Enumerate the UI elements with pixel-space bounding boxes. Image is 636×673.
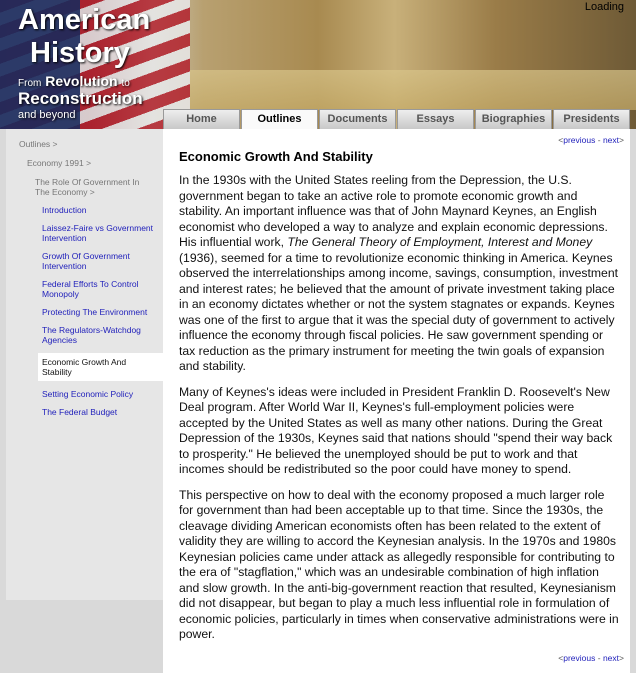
crumb-role-of-government[interactable]: The Role Of Government In The Economy >	[35, 177, 140, 197]
previous-link[interactable]: previous	[563, 135, 596, 145]
landscape-painting	[190, 70, 636, 110]
page-title: Economic Growth And Stability	[179, 149, 373, 164]
tab-essays[interactable]: Essays	[397, 109, 474, 129]
sidebar-item-economic-growth[interactable]: Economic Growth And Stability	[38, 353, 163, 381]
logo-to: to	[121, 78, 130, 89]
book-title: The General Theory of Employment, Interest and Money	[287, 235, 593, 249]
sidebar-item-monopoly[interactable]: Federal Efforts To Control Monopoly	[42, 279, 139, 299]
paragraph: Many of Keynes's ideas were included in President Franklin D. Roosevelt's New Deal program. After World War II, Keynes's full-employment policies were accepted by the United States as well as many other nations. During the Great Depression of the 1930s, Keynes said that nations should "spend their way back to prosperity." He believed the unemployed should be put to work and that incomes should be redistributed so the poor could have money to spend.	[179, 384, 613, 476]
crumb-outlines[interactable]: Outlines >	[19, 139, 58, 149]
article-body	[179, 173, 619, 643]
next-link[interactable]: next	[602, 652, 620, 663]
logo-american[interactable]: American	[18, 4, 151, 36]
logo-history[interactable]: History	[30, 37, 130, 69]
sidebar-item-growth[interactable]: Growth Of Government Intervention	[42, 251, 130, 271]
logo-from: From	[18, 78, 42, 89]
tab-documents[interactable]: Documents	[319, 109, 396, 129]
tab-outlines[interactable]: Outlines	[241, 109, 318, 129]
logo-beyond: and beyond	[18, 109, 76, 121]
main-nav	[163, 109, 631, 129]
pager-bottom	[179, 653, 624, 663]
crumb-economy[interactable]: Economy 1991 >	[27, 158, 92, 168]
paragraph	[179, 173, 619, 375]
text: (1936), seemed for a time to revolutionize economic thinking in America. Keynes observed the interrelationships among income, savings, consumption, investment and interest rates; he believed that the amount of private investment taking place in an economy dictates whether or not the system stagnates or expands. Keynes was one of the first to argue that it was the special duty of government to actively influence the economy through fiscal policies. He saw government spending or tax reduction as the primary instrument for meeting the twin goals of expansion and stability.	[179, 250, 618, 373]
previous-link[interactable]: previous	[563, 652, 596, 663]
next-link[interactable]: next	[602, 135, 620, 145]
page-border	[630, 129, 636, 600]
tab-biographies[interactable]: Biographies	[475, 109, 552, 129]
text: In the 1930s with the United States reeling from the Depression, the U.S. government began to take an active role to promote economic growth and stability. An important influence was that of John Maynard Keynes, an English economist who developed a way to analyze and explain economic depressions. His influential work,	[179, 173, 608, 249]
tab-presidents[interactable]: Presidents	[553, 109, 630, 129]
sidebar-item-introduction[interactable]: Introduction	[42, 205, 87, 215]
main-content	[163, 129, 630, 673]
sidebar-item-economic-policy[interactable]: Setting Economic Policy	[42, 389, 134, 399]
gt: >	[619, 652, 624, 663]
sidebar	[6, 129, 163, 600]
sep: -	[595, 135, 603, 145]
gt: >	[619, 135, 624, 145]
logo-reconstruction: Reconstruction	[18, 89, 143, 108]
paragraph: This perspective on how to deal with the economy proposed a much larger role for government than had been acceptable up to that time. Since the 1930s, the cleavage dividing American economists often has been related to the extent of validity they are willing to accord the Keynesian analysis. In the 1970s and 1980s Keynesian policies came under attack as allegedly responsible for contributing to the era of "stagflation," which was an undesirable combination of high inflation and slow growth. In the anti-big-government reaction that resulted, Keynesianism did not disappear, but began to play a much less influential role in formulation of economic policies, particularly in times when conservative administrations were in power.	[179, 487, 619, 641]
loading-status: Loading	[584, 1, 624, 13]
sidebar-item-environment[interactable]: Protecting The Environment	[42, 307, 148, 317]
sidebar-item-regulators[interactable]: The Regulators-Watchdog Agencies	[42, 325, 141, 345]
site-header	[0, 0, 636, 129]
pager-top	[179, 135, 624, 145]
sep: -	[595, 652, 603, 663]
logo-revolution: Revolution	[45, 73, 118, 89]
tab-home[interactable]: Home	[163, 109, 240, 129]
sidebar-item-federal-budget[interactable]: The Federal Budget	[42, 407, 118, 417]
lt: <	[558, 135, 564, 145]
lt: <	[558, 652, 564, 663]
sidebar-item-laissez-faire[interactable]: Laissez-Faire vs Government Intervention	[42, 223, 154, 243]
